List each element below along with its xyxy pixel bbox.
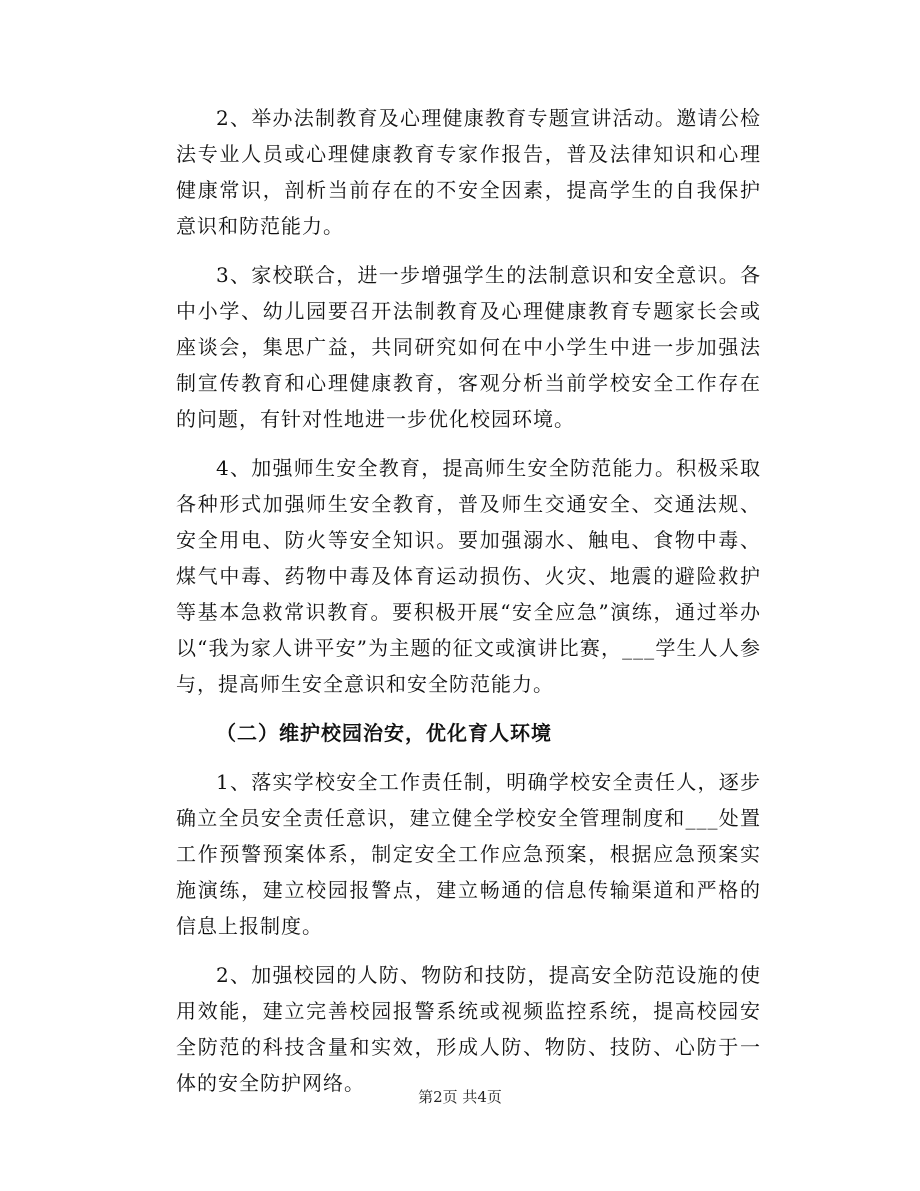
section-heading: （二）维护校园治安，优化育人环境: [216, 721, 552, 745]
section-paragraph-1: 1、落实学校安全工作责任制，明确学校安全责任人，逐步确立全员安全责任意识，建立健全学校安全管理制度和___处置工作预警预案体系，制定安全工作应急预案，根据应急预案实施演练，建立校园报警点，建立畅通的信息传输渠道和严格的信息上报制度。: [176, 770, 761, 938]
paragraph-item-2: 2、举办法制教育及心理健康教育专题宣讲活动。邀请公检法专业人员或心理健康教育专家作报告，普及法律知识和心理健康常识，剖析当前存在的不安全因素，提高学生的自我保护意识和防范能力。: [176, 106, 761, 238]
paragraph-item-4: 4、加强师生安全教育，提高师生安全防范能力。积极采取各种形式加强师生安全教育，普及师生交通安全、交通法规、安全用电、防火等安全知识。要加强溺水、触电、食物中毒、煤气中毒、药物中毒及体育运动损伤、火灾、地震的避险救护等基本急救常识教育。要积极开展“安全应急”演练，通过举办以“我为家人讲平安”为主题的征文或演讲比赛，___学生人人参与，提高师生安全意识和安全防范能力。: [176, 456, 761, 696]
paragraph-item-3: 3、家校联合，进一步增强学生的法制意识和安全意识。各中小学、幼儿园要召开法制教育及心理健康教育专题家长会或座谈会，集思广益，共同研究如何在中小学生中进一步加强法制宣传教育和心理健康教育，客观分析当前学校安全工作存在的问题，有针对性地进一步优化校园环境。: [176, 263, 761, 431]
section-paragraph-2: 2、加强校园的人防、物防和技防，提高安全防范设施的使用效能，建立完善校园报警系统或视频监控系统，提高校园安全防范的科技含量和实效，形成人防、物防、技防、心防于一体的安全防护网络。: [176, 963, 761, 1095]
page-number-footer: 第2页 共4页: [418, 1088, 502, 1106]
document-body: [176, 100, 761, 1114]
